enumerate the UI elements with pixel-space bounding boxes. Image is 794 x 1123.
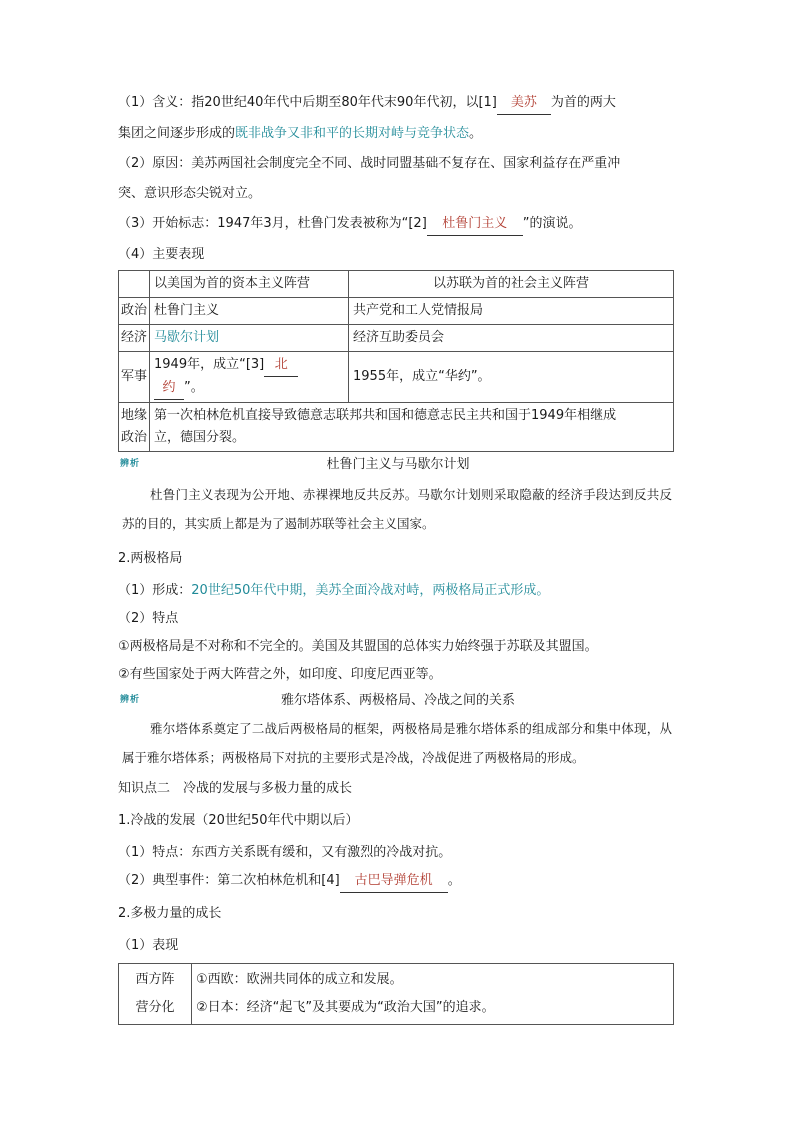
features-line: （1）特点：东西方关系既有缓和，又有激烈的冷战对抗。	[118, 845, 452, 860]
knowledge-point-title: 知识点二 冷战的发展与多极力量的成长	[118, 781, 353, 796]
subsection-title: 1.冷战的发展（20世纪50年代中期以后）	[118, 813, 359, 828]
row-label: 军事	[119, 352, 150, 403]
table-corner	[119, 271, 150, 298]
feature-1: ①两极格局是不对称和不完全的。美国及其盟国的总体实力始终强于苏联及其盟国。	[118, 639, 598, 654]
table-cell: 1955年，成立“华约”。	[349, 352, 674, 403]
performance-heading: （1）表现	[118, 938, 179, 953]
blank-3a: 北	[264, 354, 298, 377]
blank-3b: 约	[154, 377, 184, 400]
note-header	[118, 690, 678, 712]
blank-4: 古巴导弹危机	[340, 870, 448, 893]
features-heading: （2）特点	[118, 611, 179, 626]
subsection-title: 2.多极力量的成长	[118, 906, 222, 921]
table-cell: 杜鲁门主义	[150, 298, 349, 325]
table-row	[119, 964, 674, 1025]
table-cell: 第一次柏林危机直接导致德意志联邦共和国和德意志民主共和国于1949年相继成 立，德国分裂。	[150, 403, 674, 452]
table-header-capitalist: 以美国为首的资本主义阵营	[150, 271, 349, 298]
start-mark-line: （3）开始标志：1947年3月，杜鲁门发表被称为“[2] 杜鲁门主义 ”的演说。	[118, 213, 678, 236]
multipolar-table	[118, 963, 674, 1025]
definition-line-1: （1）含义：指20世纪40年代中后期至80年代末90年代初，以[1] 美苏 为首的两大	[118, 92, 678, 115]
events-line: （2）典型事件：第二次柏林危机和[4] 古巴导弹危机 。	[118, 870, 678, 893]
reason-line-1: （2）原因：美苏两国社会制度完全不同、战时同盟基础不复存在、国家利益存在严重冲	[118, 156, 621, 171]
row-label: 西方阵 营分化	[119, 964, 192, 1025]
blank-1: 美苏	[497, 92, 551, 115]
note-header	[118, 454, 678, 476]
table-row	[119, 403, 674, 452]
definition-line-2: 集团之间逐步形成的既非战争又非和平的长期对峙与竞争状态。	[118, 126, 483, 141]
table-row	[119, 271, 674, 298]
table-row	[119, 298, 674, 325]
table-cell: 马歇尔计划	[150, 325, 349, 352]
table-cell: 共产党和工人党情报局	[349, 298, 674, 325]
highlight-text: 既非战争又非和平的长期对峙与竞争状态	[235, 126, 470, 141]
document-page	[118, 92, 678, 1025]
table-row	[119, 325, 674, 352]
table-row	[119, 352, 674, 403]
blank-2: 杜鲁门主义	[427, 213, 523, 236]
table-cell: ①西欧：欧洲共同体的成立和发展。 ②日本：经济“起飞”及其要成为“政治大国”的追求。	[192, 964, 674, 1025]
main-performance-heading: （4）主要表现	[118, 247, 205, 262]
note-body: 雅尔塔体系奠定了二战后两极格局的框架，两极格局是雅尔塔体系的组成部分和集中体现，从属于雅尔塔体系；两极格局下对抗的主要形式是冷战，冷战促进了两极格局的形成。	[122, 721, 672, 765]
table-header-socialist: 以苏联为首的社会主义阵营	[349, 271, 674, 298]
row-label: 经济	[119, 325, 150, 352]
row-label: 地缘 政治	[119, 403, 150, 452]
note-title: 雅尔塔体系、两极格局、冷战之间的关系	[280, 693, 515, 708]
row-label: 政治	[119, 298, 150, 325]
camps-table	[118, 270, 674, 452]
note-title: 杜鲁门主义与马歇尔计划	[326, 457, 470, 472]
formation-line: （1）形成：20世纪50年代中期，美苏全面冷战对峙，两极格局正式形成。	[118, 583, 550, 598]
note-tag: 辨析	[120, 459, 141, 469]
note-tag: 辨析	[120, 695, 141, 705]
highlight-text: 20世纪50年代中期，美苏全面冷战对峙，两极格局正式形成。	[191, 583, 550, 598]
table-cell: 经济互助委员会	[349, 325, 674, 352]
note-body: 杜鲁门主义表现为公开地、赤裸裸地反共反苏。马歇尔计划则采取隐蔽的经济手段达到反共反苏的目的，其实质上都是为了遏制苏联等社会主义国家。	[122, 487, 672, 531]
feature-2: ②有些国家处于两大阵营之外，如印度、印度尼西亚等。	[118, 667, 442, 682]
reason-line-2: 突、意识形态尖锐对立。	[118, 186, 262, 201]
section-title: 2.两极格局	[118, 551, 183, 566]
table-cell: 1949年，成立“[3] 北 约 ”。	[150, 352, 349, 403]
